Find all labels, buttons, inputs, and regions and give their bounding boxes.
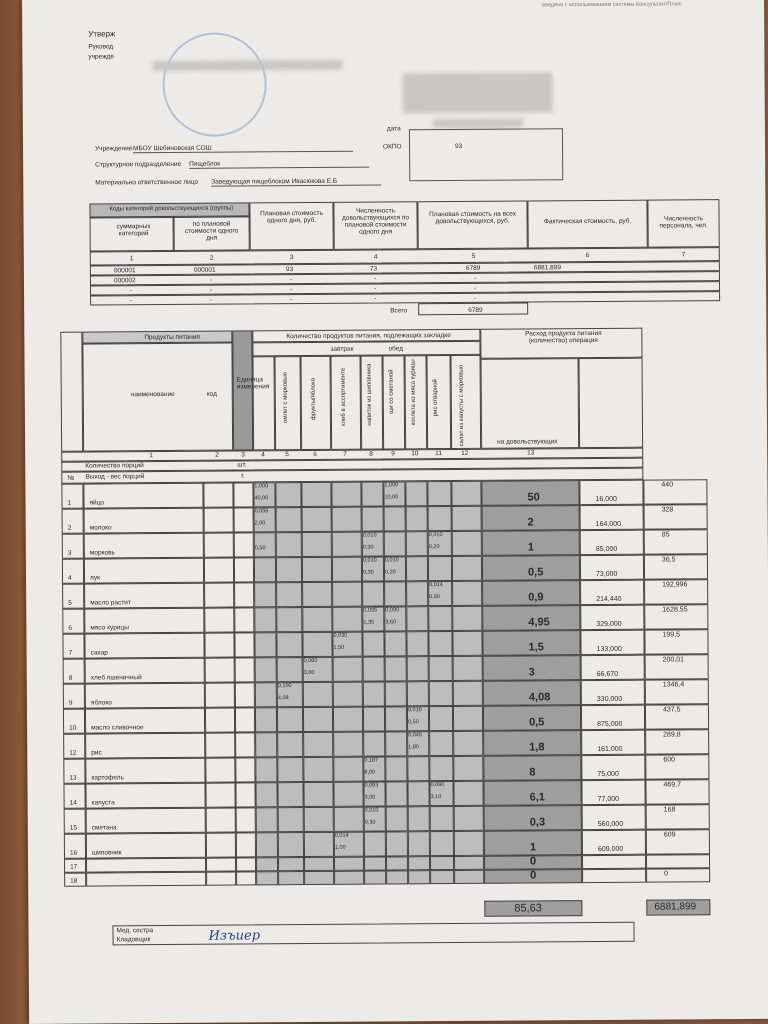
col-num: 7 bbox=[343, 450, 347, 458]
grid-value: 40,00 bbox=[254, 495, 269, 502]
dish-header: котлета из мяса курицы bbox=[410, 359, 417, 426]
grid-value: 0,035 bbox=[363, 607, 378, 614]
col-num: 11 bbox=[435, 450, 442, 458]
row-sum: 36,5 bbox=[661, 556, 676, 564]
dish-header: омлет с морковью bbox=[282, 372, 289, 424]
signature: Изъиер bbox=[208, 928, 261, 944]
row-qty: 3 bbox=[528, 666, 535, 679]
row-number: 16 bbox=[69, 849, 78, 857]
grid-value: 0,50 bbox=[254, 545, 266, 552]
hdr-on-all: на довольствующих bbox=[497, 438, 558, 446]
row-sum: 1628,55 bbox=[662, 606, 688, 614]
row-price: 85,000 bbox=[595, 545, 618, 554]
top-hdr-3: Плановая стоимость одного дня, руб. bbox=[260, 209, 323, 225]
top-hdr-plan: по плановой стоимости одного дня bbox=[184, 220, 239, 242]
col-num: 10 bbox=[411, 450, 419, 458]
dish-header: напиток из шиповника bbox=[366, 363, 373, 426]
grid-value: 0,030 bbox=[333, 632, 348, 639]
top-hdr-sum: суммарных категорий bbox=[116, 223, 151, 238]
top-hdr-codes: Коды категорий довольствующихся (группы) bbox=[109, 205, 234, 213]
grid-value: 0,90 bbox=[429, 594, 440, 601]
top-cell: - bbox=[374, 285, 377, 293]
approve-label: Утверж bbox=[88, 29, 116, 39]
redacted-title bbox=[152, 60, 342, 71]
codes-box bbox=[409, 128, 563, 181]
row-price: 609,000 bbox=[597, 845, 624, 853]
institution-label: Учреждение bbox=[95, 145, 133, 153]
row-sum: 1346,4 bbox=[662, 681, 685, 689]
grid-value: 0,100 bbox=[277, 683, 292, 690]
product-name: лук bbox=[90, 574, 100, 582]
product-name: молоко bbox=[89, 524, 112, 532]
institution-value: МБОУ Шебиновская СОШ bbox=[133, 144, 353, 154]
portions-label: Количество порций bbox=[85, 462, 144, 470]
col-num: 1 bbox=[149, 452, 153, 460]
top-cell: 6789 bbox=[465, 264, 481, 272]
row-sum: 289,8 bbox=[663, 731, 681, 739]
product-name: хлеб пшеничный bbox=[90, 674, 142, 682]
row-price: 164,000 bbox=[595, 520, 622, 529]
grid-value: 1,35 bbox=[363, 619, 375, 626]
row-price: 329,000 bbox=[596, 620, 622, 629]
grid-value: 1,50 bbox=[333, 644, 345, 651]
row-price: 73,000 bbox=[596, 570, 618, 579]
grid-value: 0,014 bbox=[429, 582, 443, 589]
row-number: 14 bbox=[69, 799, 77, 807]
product-name: рис bbox=[91, 749, 102, 757]
col-num: 9 bbox=[391, 450, 395, 458]
product-name: капуста bbox=[91, 799, 115, 807]
top-note: введено с использованием системы КонсультантПлюс bbox=[542, 1, 682, 9]
grid-value: 0,010 bbox=[407, 707, 422, 714]
top-cell: - bbox=[289, 276, 293, 284]
grid-value: 0,090 bbox=[385, 607, 400, 614]
top-cell: - bbox=[474, 294, 477, 302]
top-total-value: 6789 bbox=[468, 306, 483, 314]
signature-box bbox=[112, 922, 634, 946]
row-sum: 192,996 bbox=[662, 581, 688, 589]
row-number: 12 bbox=[69, 749, 77, 757]
grid-value: 0,014 bbox=[334, 832, 349, 839]
top-cell: - bbox=[210, 296, 213, 304]
row-number: 13 bbox=[69, 774, 77, 782]
grid-value: 1,80 bbox=[408, 744, 419, 751]
top-total-label: Всего bbox=[390, 307, 408, 315]
row-number: 3 bbox=[67, 549, 72, 557]
top-hdr-4: Численность довольствующихся по плановой стоимости одного дня bbox=[342, 207, 410, 236]
hdr-products: Продукты питания bbox=[144, 333, 200, 342]
grid-value: 1,000 bbox=[384, 482, 399, 489]
grid-value: 0,010 bbox=[384, 557, 399, 564]
col-num: 5 bbox=[285, 451, 289, 459]
top-hdr-7: Численность персонала, чел. bbox=[659, 215, 708, 230]
col-num: 3 bbox=[241, 451, 245, 459]
yield-unit: г. bbox=[241, 472, 245, 480]
top-cell: - bbox=[130, 297, 133, 305]
row-qty: 8 bbox=[529, 766, 536, 779]
no-label: № bbox=[67, 474, 75, 482]
hdr-unit: Единица измерения bbox=[236, 376, 270, 391]
top-cell: - bbox=[290, 296, 293, 304]
manager-label: Руковод bbox=[88, 43, 114, 51]
product-name: масло сливочное bbox=[91, 724, 144, 732]
grid-value: 3,00 bbox=[303, 669, 315, 677]
product-name: морковь bbox=[89, 549, 115, 557]
top-cell: - bbox=[374, 295, 377, 303]
row-sum: 600 bbox=[663, 756, 676, 764]
grid-value: 3,00 bbox=[364, 794, 376, 801]
grid-value: 0,30 bbox=[364, 819, 376, 826]
top-hdr-5: Плановая стоимость на всех довольствующихся, руб. bbox=[429, 210, 516, 226]
row-number: 7 bbox=[68, 649, 73, 657]
grid-value: 0,060 bbox=[303, 657, 318, 665]
grid-value: 0,045 bbox=[408, 732, 422, 739]
grid-value: 0,090 bbox=[430, 782, 445, 789]
nurse-label: Мед. сестра bbox=[116, 927, 154, 935]
grid-value: 0,093 bbox=[364, 782, 379, 789]
row-number: 8 bbox=[68, 674, 73, 682]
row-number: 4 bbox=[68, 574, 72, 582]
top-num: 3 bbox=[289, 254, 294, 262]
okpo-label: ОКПО bbox=[383, 143, 402, 151]
product-name: масло растит bbox=[90, 599, 131, 607]
dish-header: салат из капусты с морковью bbox=[458, 364, 466, 447]
row-qty: 1,5 bbox=[528, 641, 544, 654]
grid-value: 0,20 bbox=[428, 544, 440, 551]
hdr-name: наименование bbox=[130, 390, 175, 399]
top-cell: - bbox=[209, 276, 213, 284]
top-cell: 6881,899 bbox=[533, 264, 562, 272]
row-sum: 199,5 bbox=[662, 631, 681, 639]
portions-unit: шт. bbox=[237, 461, 247, 469]
row-number: 9 bbox=[68, 699, 73, 707]
product-name: сметана bbox=[91, 824, 117, 832]
division-label: Структурное подразделение bbox=[95, 160, 182, 169]
main-table bbox=[60, 327, 714, 922]
col-num: 12 bbox=[461, 449, 469, 457]
row-qty: 0 bbox=[530, 869, 537, 882]
row-number: 6 bbox=[68, 624, 73, 632]
row-sum: 469,7 bbox=[663, 781, 682, 789]
row-qty: 0,3 bbox=[529, 816, 546, 829]
row-qty: 1,8 bbox=[529, 741, 545, 754]
row-number: 5 bbox=[68, 599, 72, 607]
hdr-breakfast: завтрак bbox=[330, 345, 354, 353]
dish-header: рис отварной bbox=[432, 379, 439, 417]
row-sum: 85 bbox=[661, 531, 670, 539]
grid-value: 0,187 bbox=[364, 757, 379, 764]
row-price: 875,000 bbox=[597, 720, 623, 729]
hdr-code: код bbox=[206, 390, 217, 398]
col-num: 8 bbox=[369, 450, 373, 458]
grid-value: 0,010 bbox=[362, 557, 377, 564]
row-qty: 4,95 bbox=[528, 616, 550, 629]
product-name: яблоко bbox=[90, 699, 112, 707]
resp-value: Заведующая пищеблоком Ивасюкова Е.Б bbox=[211, 177, 381, 186]
row-number: 2 bbox=[67, 524, 72, 532]
product-name: картофель bbox=[91, 774, 124, 782]
row-sum: 328 bbox=[661, 506, 674, 514]
row-qty: 1 bbox=[529, 841, 537, 854]
grid-value: 0,30 bbox=[362, 544, 374, 551]
top-table bbox=[89, 199, 720, 321]
top-num: 5 bbox=[471, 252, 476, 260]
top-cell: - bbox=[210, 286, 213, 294]
col-num: 4 bbox=[261, 451, 265, 459]
col-num: 2 bbox=[215, 451, 219, 459]
row-qty: 4,08 bbox=[528, 691, 551, 704]
row-qty: 0,5 bbox=[529, 716, 545, 729]
top-cell: 000001 bbox=[113, 267, 136, 275]
dish-header: фрукты/яблоко bbox=[310, 377, 317, 420]
grid-value: 8,00 bbox=[364, 769, 376, 776]
top-num: 1 bbox=[129, 255, 134, 263]
grid-value: 0,010 bbox=[428, 532, 443, 539]
total-qty: 85,63 bbox=[514, 902, 542, 915]
top-num: 4 bbox=[373, 253, 378, 261]
top-cell: 000001 bbox=[193, 266, 216, 274]
product-name: мясо курицы bbox=[90, 624, 129, 632]
row-sum: 168 bbox=[663, 806, 676, 814]
top-cell: 73 bbox=[369, 265, 378, 273]
col-num: 6 bbox=[313, 450, 317, 458]
product-name: сахар bbox=[90, 649, 108, 657]
grid-value: 0,056 bbox=[254, 508, 269, 515]
official-stamp bbox=[162, 32, 267, 137]
top-cell: - bbox=[290, 286, 293, 294]
top-num: 7 bbox=[681, 251, 686, 259]
product-name: яйцо bbox=[89, 499, 104, 507]
top-cell: - bbox=[130, 287, 133, 295]
top-cell: 93 bbox=[285, 266, 294, 274]
row-number: 10 bbox=[69, 724, 77, 732]
row-sum: 0 bbox=[664, 870, 669, 878]
row-number: 17 bbox=[70, 863, 78, 871]
redacted-codes bbox=[403, 72, 553, 113]
row-price: 161,000 bbox=[597, 745, 623, 754]
hdr-qty: Количество продуктов питания, подлежащих закладке bbox=[286, 332, 451, 341]
row-sum: 437,5 bbox=[662, 706, 681, 714]
grid-value: 3,60 bbox=[385, 619, 397, 626]
grid-value: 0,010 bbox=[362, 532, 377, 539]
row-qty: 50 bbox=[527, 491, 540, 504]
grid-value: 0,50 bbox=[408, 719, 419, 726]
product-rows bbox=[61, 479, 714, 914]
hdr-expense: Расход продукта питания (количество) операция bbox=[525, 329, 602, 345]
grid-value: 0,20 bbox=[384, 569, 396, 576]
row-sum: 200,01 bbox=[662, 656, 685, 664]
row-price: 330,000 bbox=[596, 695, 623, 704]
grid-value: 10,00 bbox=[384, 494, 399, 501]
date-label: дата bbox=[386, 125, 401, 133]
division-value: Пищеблок bbox=[189, 160, 369, 169]
redacted-date bbox=[433, 119, 523, 129]
dish-header: щи со сметаной bbox=[388, 369, 395, 414]
document-page bbox=[22, 0, 768, 1024]
row-qty: 6,1 bbox=[529, 791, 545, 804]
grid-value: 1,000 bbox=[254, 483, 269, 490]
grid-value: 2,00 bbox=[254, 520, 266, 527]
grid-value: 4,08 bbox=[277, 695, 289, 702]
row-price: 75,000 bbox=[597, 770, 619, 779]
hdr-lunch: обед bbox=[388, 345, 404, 353]
yield-label: Выход - вес порций bbox=[85, 473, 145, 481]
okpo-value: 93 bbox=[455, 142, 463, 150]
top-cell: - bbox=[473, 284, 477, 292]
top-cell: - bbox=[373, 275, 377, 283]
row-price: 214,440 bbox=[596, 595, 622, 604]
product-name: шиповник bbox=[91, 849, 122, 857]
col-num: 13 bbox=[527, 449, 535, 457]
org-label: учрежде bbox=[88, 53, 114, 61]
grid-value: 0,30 bbox=[362, 569, 374, 576]
top-cell: - bbox=[473, 274, 477, 282]
total-sum: 6881,899 bbox=[654, 901, 697, 913]
row-price: 133,000 bbox=[596, 645, 622, 654]
row-qty: 1 bbox=[527, 541, 535, 554]
top-hdr-6: Фактическая стоимость, руб. bbox=[543, 217, 632, 226]
row-qty: 0 bbox=[529, 855, 537, 868]
storekeeper-label: Кладовщик bbox=[116, 936, 151, 944]
grid-value: 1,00 bbox=[334, 844, 346, 851]
row-number: 15 bbox=[69, 824, 78, 832]
row-price: 66,670 bbox=[596, 670, 619, 679]
grid-value: 0,010 bbox=[364, 807, 379, 814]
row-qty: 0,5 bbox=[527, 566, 544, 579]
grid-value: 3,10 bbox=[430, 794, 442, 801]
resp-label: Материально ответственное лицо bbox=[95, 178, 199, 187]
row-number: 1 bbox=[67, 499, 72, 507]
row-qty: 0,9 bbox=[528, 591, 544, 604]
row-sum: 440 bbox=[661, 481, 674, 489]
top-num: 6 bbox=[585, 252, 590, 260]
row-qty: 2 bbox=[527, 516, 534, 529]
row-price: 77,000 bbox=[597, 795, 620, 804]
top-cell: 000002 bbox=[113, 277, 136, 285]
row-price: 16,000 bbox=[595, 495, 617, 504]
row-sum: 609 bbox=[663, 831, 676, 839]
row-number: 18 bbox=[70, 877, 78, 885]
dish-header: хлеб в ассортименте bbox=[340, 367, 347, 427]
top-num: 2 bbox=[209, 254, 214, 262]
row-price: 560,000 bbox=[597, 820, 624, 829]
